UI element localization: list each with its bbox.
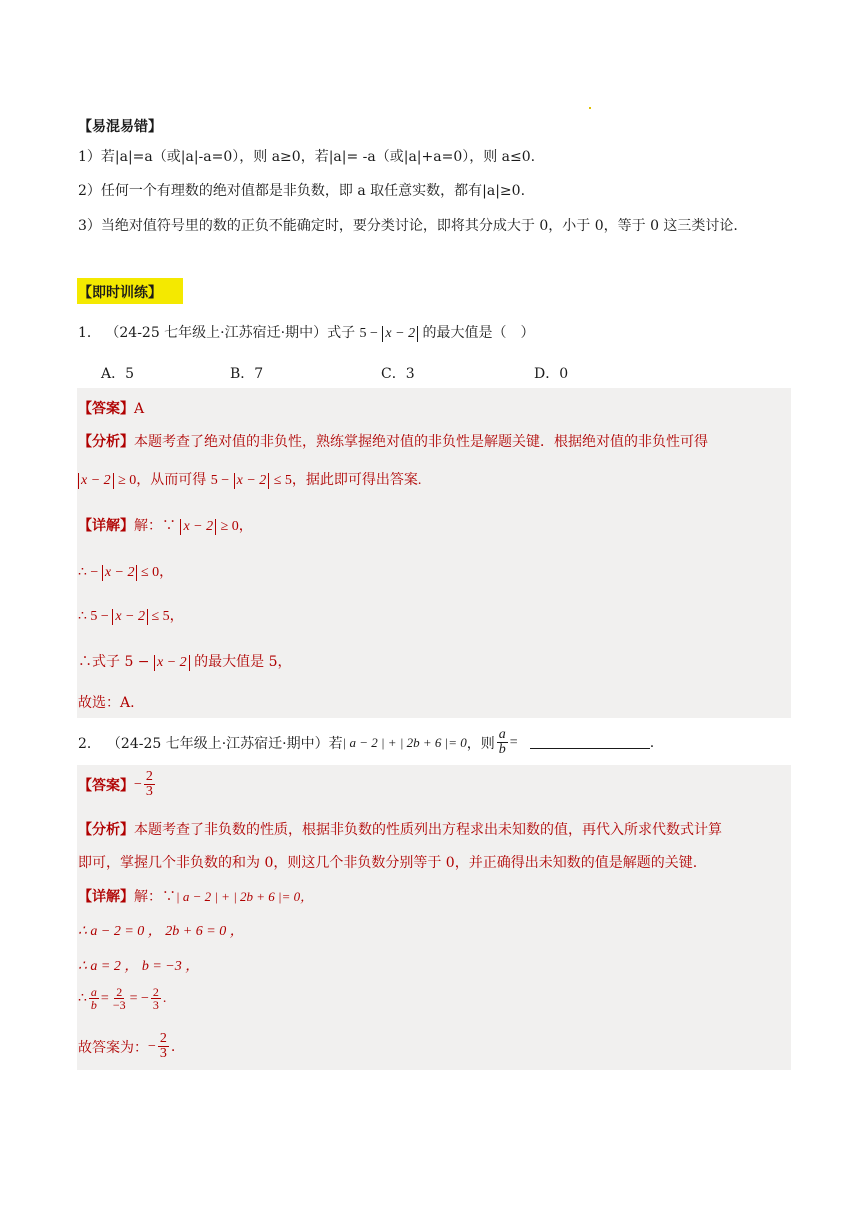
tip-section-title: 【易混易错】 [78, 119, 162, 135]
q1-step1-abs: x − 2 [180, 519, 216, 535]
q2-step3 [78, 986, 166, 1011]
q1-step2 [78, 561, 173, 581]
q1-answer-label: 【答案】 [78, 401, 134, 417]
q1-source: （24-25 七年级上·江苏宿迁·期中）式子 [105, 325, 356, 341]
q2-fraction [497, 728, 508, 757]
q2-answer-fraction [144, 770, 155, 799]
q2-step1: ∴ a − 2 = 0 ， 2b + 6 = 0 ， [78, 924, 244, 939]
q2-analysis-line2: 即可，掌握几个非负数的和为 0，则这几个非负数分别等于 0，并正确得出未知数的值是解题的关键. [78, 855, 698, 871]
q2-period: . [649, 734, 655, 751]
q1-step1-tail: ≥ 0， [220, 519, 253, 534]
q1-number: 1． [78, 325, 101, 341]
q2-conclusion-sign: − [148, 1038, 156, 1054]
q1-analysis-label: 【分析】 [78, 434, 134, 450]
q1-step3-tail: ≤ 5， [151, 609, 184, 624]
q1-option-b: B．7 [230, 366, 264, 382]
q2-stem [78, 728, 654, 757]
q2-answer-den: 3 [145, 784, 153, 799]
q1-analysis-text-2a: ≥ 0，从而可得 [118, 473, 207, 488]
q2-step3-frac3 [151, 986, 161, 1011]
q1-detail-label: 【详解】 [78, 518, 134, 534]
q1-step2-pre: ∴ − [78, 565, 99, 580]
q2-step3-f3-den: 3 [152, 998, 159, 1012]
q1-detail-intro-text: 解：∵ [134, 518, 176, 534]
q1-analysis-line1 [78, 431, 708, 451]
q2-step3-frac1 [89, 986, 99, 1011]
q2-step3-f1-num: a [90, 985, 97, 999]
q2-answer-sign: − [134, 776, 142, 792]
q2-step3-frac2 [111, 986, 128, 1011]
q2-answer [78, 770, 157, 799]
q1-analysis-line2 [78, 469, 421, 489]
q1-step3 [78, 605, 184, 625]
q1-step3-pre: ∴ 5 − [78, 609, 109, 624]
q2-step3-f1-den: b [90, 998, 97, 1012]
q1-abs: x − 2 [382, 326, 418, 342]
q2-conclusion-num: 2 [159, 1031, 167, 1046]
q2-conclusion [78, 1032, 175, 1061]
q2-step3-pre: ∴ [78, 991, 87, 1006]
tip-item-1: 1）若|a|=a（或|a|-a=0），则 a≥0，若|a|= -a（或|a|+a=0），则 a≤0. [78, 149, 536, 165]
q2-detail-cond: | a − 2 | + | 2b + 6 |= 0， [176, 889, 314, 904]
q2-condition: | a − 2 | + | 2b + 6 |= 0 [342, 734, 467, 750]
decorative-dot [589, 107, 591, 109]
q2-frac-den: b [498, 742, 506, 757]
q1-analysis-expr: 5 − [210, 473, 230, 488]
q2-conclusion-fraction [158, 1032, 169, 1061]
q1-step4-tail: 的最大值是 5， [194, 654, 292, 670]
q2-analysis-text-1: 本题考查了非负数的性质，根据非负数的性质列出方程求出未知数的值，再代入所求代数式计算 [134, 822, 722, 838]
tip-item-3: 3）当绝对值符号里的数的正负不能确定时，要分类讨论，即将其分成大于 0，小于 0，等于 0 这三类讨论. [78, 218, 738, 234]
q1-analysis-abs-2: x − 2 [234, 473, 270, 489]
q2-step3-eq1: = [100, 990, 109, 1006]
q1-step3-abs: x − 2 [112, 609, 148, 625]
q1-stem [78, 322, 535, 342]
tip-item-2: 2）任何一个有理数的绝对值都是非负数，即 a 取任意实数，都有|a|≥0. [78, 183, 526, 199]
q2-step3-eq2: = − [129, 990, 149, 1006]
q2-answer-num: 2 [145, 769, 153, 784]
q2-step2: ∴ a = 2 ， b = −3 ， [78, 959, 200, 974]
q1-step4-abs: x − 2 [154, 655, 190, 671]
q1-expr-a: 5 − [359, 326, 378, 341]
q2-answer-label: 【答案】 [78, 777, 134, 794]
q1-analysis-text-1: 本题考查了绝对值的非负性，熟练掌握绝对值的非负性是解题关键．根据绝对值的非负性可得 [134, 434, 708, 450]
q1-analysis-text-2b: ≤ 5，据此即可得出答案. [273, 473, 422, 488]
q2-detail-intro-text: 解：∵ [134, 889, 176, 905]
q2-solution-panel [77, 765, 791, 1070]
q2-detail-label: 【详解】 [78, 889, 134, 905]
q1-option-a: A．5 [101, 366, 135, 382]
q1-answer-value: A [134, 401, 145, 417]
q2-number: 2． [78, 735, 101, 752]
q1-step2-tail: ≤ 0， [140, 565, 174, 580]
q1-detail-intro [78, 515, 253, 535]
q2-detail-intro [78, 886, 313, 906]
q1-step4 [78, 651, 291, 671]
q2-analysis-line1 [78, 819, 722, 839]
practice-tag: 【即时训练】 [78, 285, 162, 301]
q2-analysis-label: 【分析】 [78, 822, 134, 838]
q2-conclusion-den: 3 [159, 1046, 167, 1061]
q2-step3-end: . [162, 990, 167, 1006]
q2-eq: = [509, 734, 518, 750]
q1-option-c: C．3 [381, 366, 415, 382]
q2-then: ，则 [466, 735, 495, 752]
q2-step3-f2-num: 2 [116, 985, 123, 999]
q2-step3-f2-den: −3 [112, 998, 126, 1012]
q1-option-d: D．0 [534, 366, 569, 382]
q1-step2-abs: x − 2 [102, 565, 138, 581]
q1-step4-pre: ∴式子 5 − [78, 654, 150, 670]
q1-answer [78, 398, 144, 418]
q2-frac-num: a [498, 727, 506, 742]
q2-conclusion-end: . [170, 1038, 176, 1055]
q1-tail: 的最大值是（ ） [422, 325, 535, 341]
q1-conclusion: 故选：A. [78, 695, 135, 711]
q2-source: （24-25 七年级上·江苏宿迁·期中）若 [106, 735, 343, 752]
q2-step3-f3-num: 2 [152, 985, 159, 999]
q1-analysis-abs-1: x − 2 [78, 473, 114, 489]
q2-conclusion-pre: 故答案为： [78, 1039, 148, 1056]
q2-answer-blank [530, 736, 650, 749]
